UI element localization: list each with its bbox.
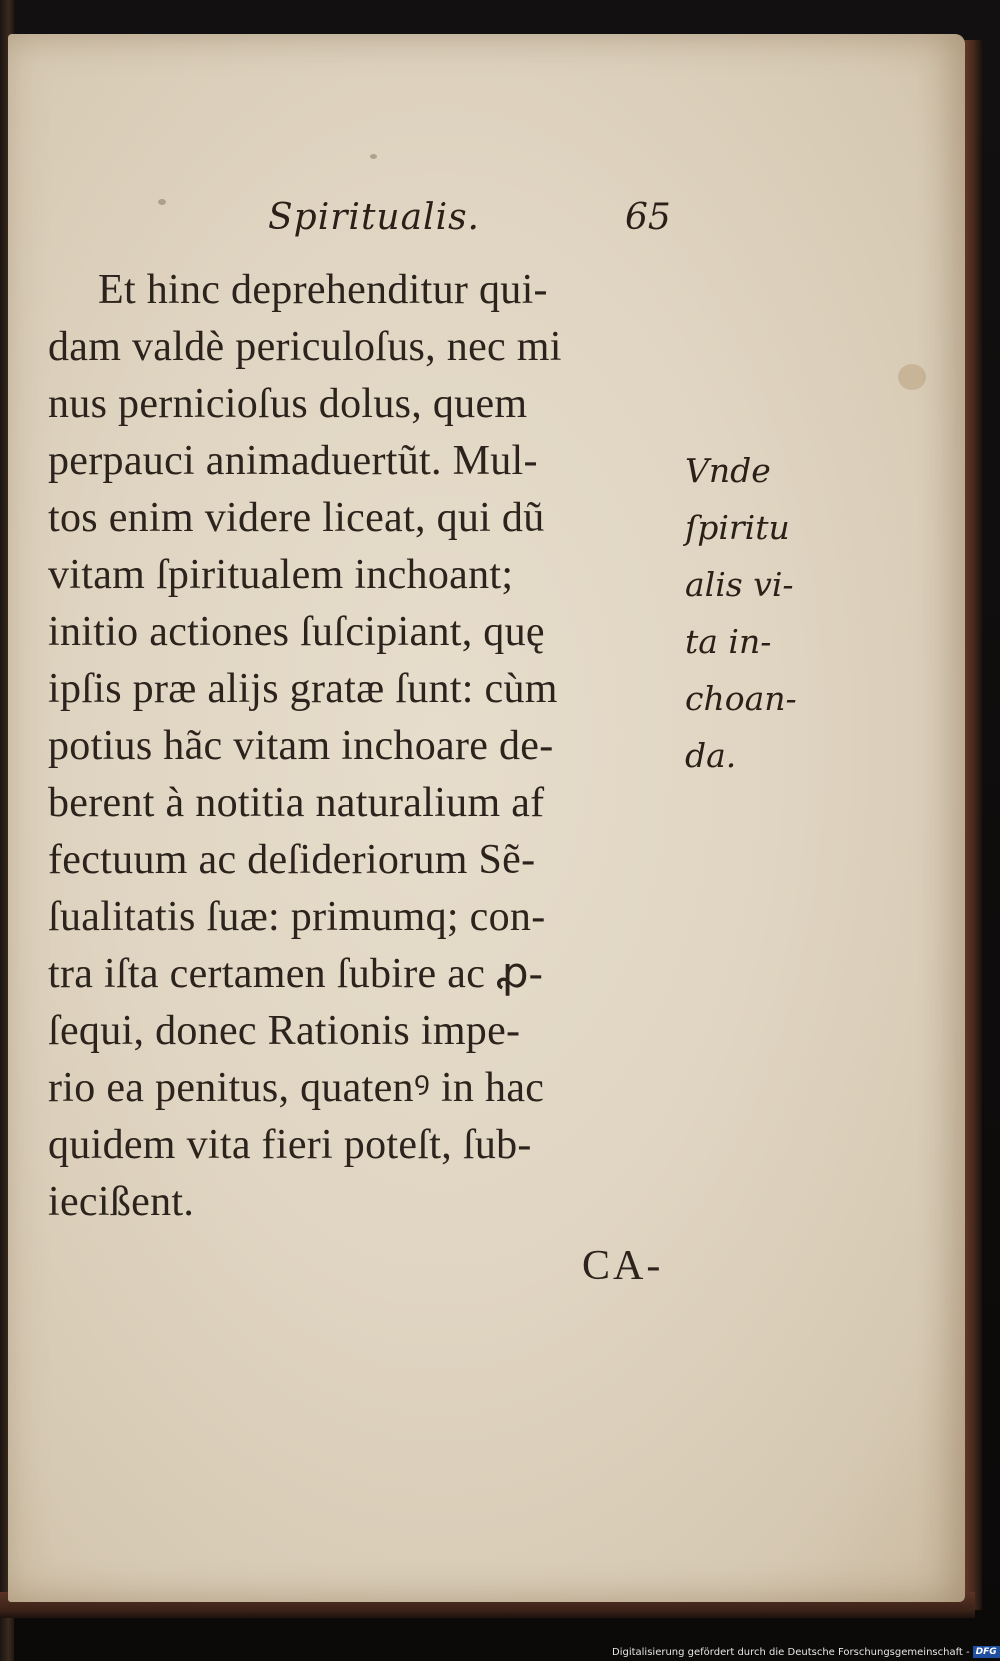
page-number: 65 [625, 197, 671, 238]
margin-note-line: da. [685, 736, 737, 775]
text-line: ſualitatis ſuæ: primumq; con- [48, 894, 546, 940]
text-line: fectuum ac deſideriorum Sẽ- [48, 837, 536, 883]
text-line: dam valdè periculoſus, nec mi [48, 324, 562, 370]
margin-note-line: ta in- [685, 622, 772, 661]
text-line: ipſis præ alijs gratæ ſunt: cùm [48, 666, 558, 712]
running-head: Spiritualis. [268, 197, 481, 238]
text-line: perpauci animaduertũt. Mul- [48, 438, 538, 484]
paper-speck [370, 154, 377, 159]
text-line: vitam ſpiritualem inchoant; [48, 552, 514, 598]
text-line: iecißent. [48, 1179, 195, 1225]
text-line: ſequi, donec Rationis impe- [48, 1008, 521, 1054]
catchword: CA- [582, 1243, 664, 1289]
text-line: initio actiones ſuſcipiant, quę [48, 609, 545, 655]
text-line: tos enim videre liceat, qui dũ [48, 495, 545, 541]
paper-stain [898, 364, 926, 390]
text-line: tra iſta certamen ſubire ac ꝓ- [48, 951, 544, 997]
paper-speck [158, 199, 166, 205]
dfg-logo-icon: DFG [973, 1646, 1000, 1658]
text-line: Et hinc deprehenditur qui- [98, 267, 548, 313]
text-line: nus pernicioſus dolus, quem [48, 381, 528, 427]
margin-note [685, 442, 797, 784]
margin-note-line: ſpiritu [685, 508, 790, 547]
text-line: quidem vita fieri poteſt, ſub- [48, 1122, 532, 1168]
text-line: potius hãc vitam inchoare de- [48, 723, 554, 769]
margin-note-line: Vnde [685, 451, 771, 490]
margin-note-line: alis vi- [685, 565, 794, 604]
margin-note-line: choan- [685, 679, 797, 718]
text-line: rio ea penitus, quatenꝰ in hac [48, 1065, 545, 1111]
digitization-credit [612, 1646, 997, 1660]
text-line: berent à notitia naturalium af [48, 780, 545, 826]
credit-text: Digitalisierung gefördert durch die Deutsche Forschungsgemeinschaft - [612, 1647, 970, 1658]
body-text [48, 262, 678, 1231]
